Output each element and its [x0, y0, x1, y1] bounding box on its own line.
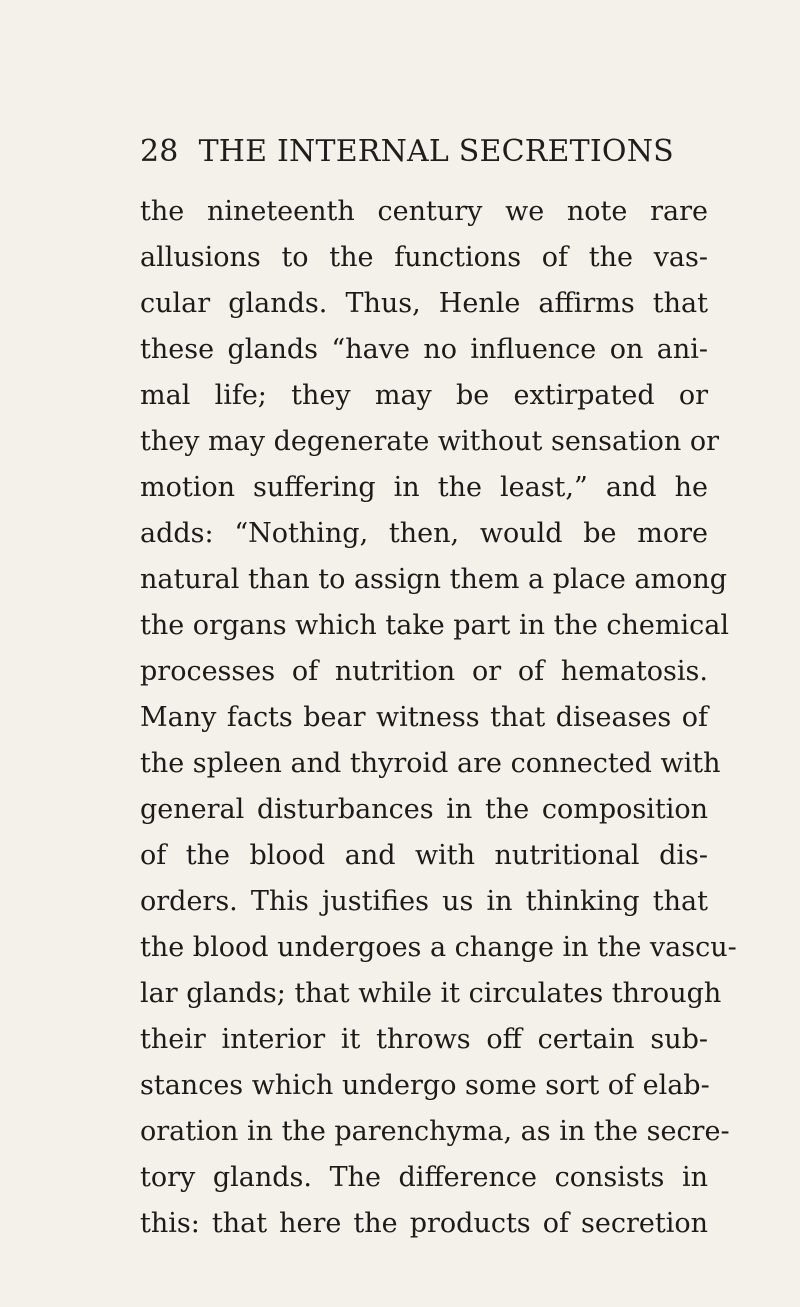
- text-line: Many facts bear witness that diseases of: [140, 702, 708, 733]
- text-line: the organs which take part in the chemical: [140, 610, 729, 641]
- text-line: tory glands. The difference consists in: [140, 1162, 708, 1193]
- text-line: mal life; they may be extirpated or: [140, 380, 708, 411]
- text-line: these glands “have no influence on ani-: [140, 334, 708, 365]
- text-line: the nineteenth century we note rare: [140, 196, 708, 227]
- text-line: general disturbances in the composition: [140, 794, 708, 825]
- text-line: orders. This justifies us in thinking that: [140, 886, 708, 917]
- text-line: allusions to the functions of the vas-: [140, 242, 708, 273]
- text-line: the blood undergoes a change in the vascu-: [140, 932, 737, 963]
- text-line: of the blood and with nutritional dis-: [140, 840, 708, 871]
- body-text: [140, 189, 737, 1247]
- text-line: cular glands. Thus, Henle affirms that: [140, 288, 708, 319]
- text-line: stances which undergo some sort of elab-: [140, 1070, 710, 1101]
- page-number: 28: [140, 134, 179, 169]
- text-line: natural than to assign them a place among: [140, 564, 728, 595]
- text-line: adds: “Nothing, then, would be more: [140, 518, 708, 549]
- running-head: [140, 132, 700, 172]
- text-line: this: that here the products of secretion: [140, 1208, 708, 1239]
- text-line: processes of nutrition or of hematosis.: [140, 656, 708, 687]
- text-line: they may degenerate without sensation or: [140, 426, 720, 457]
- text-line: their interior it throws off certain sub-: [140, 1024, 708, 1055]
- text-line: the spleen and thyroid are connected with: [140, 748, 721, 779]
- text-line: lar glands; that while it circulates through: [140, 978, 722, 1009]
- text-line: motion suffering in the least,” and he: [140, 472, 708, 503]
- text-line: oration in the parenchyma, as in the secre-: [140, 1116, 730, 1147]
- running-title: THE INTERNAL SECRETIONS: [198, 134, 674, 169]
